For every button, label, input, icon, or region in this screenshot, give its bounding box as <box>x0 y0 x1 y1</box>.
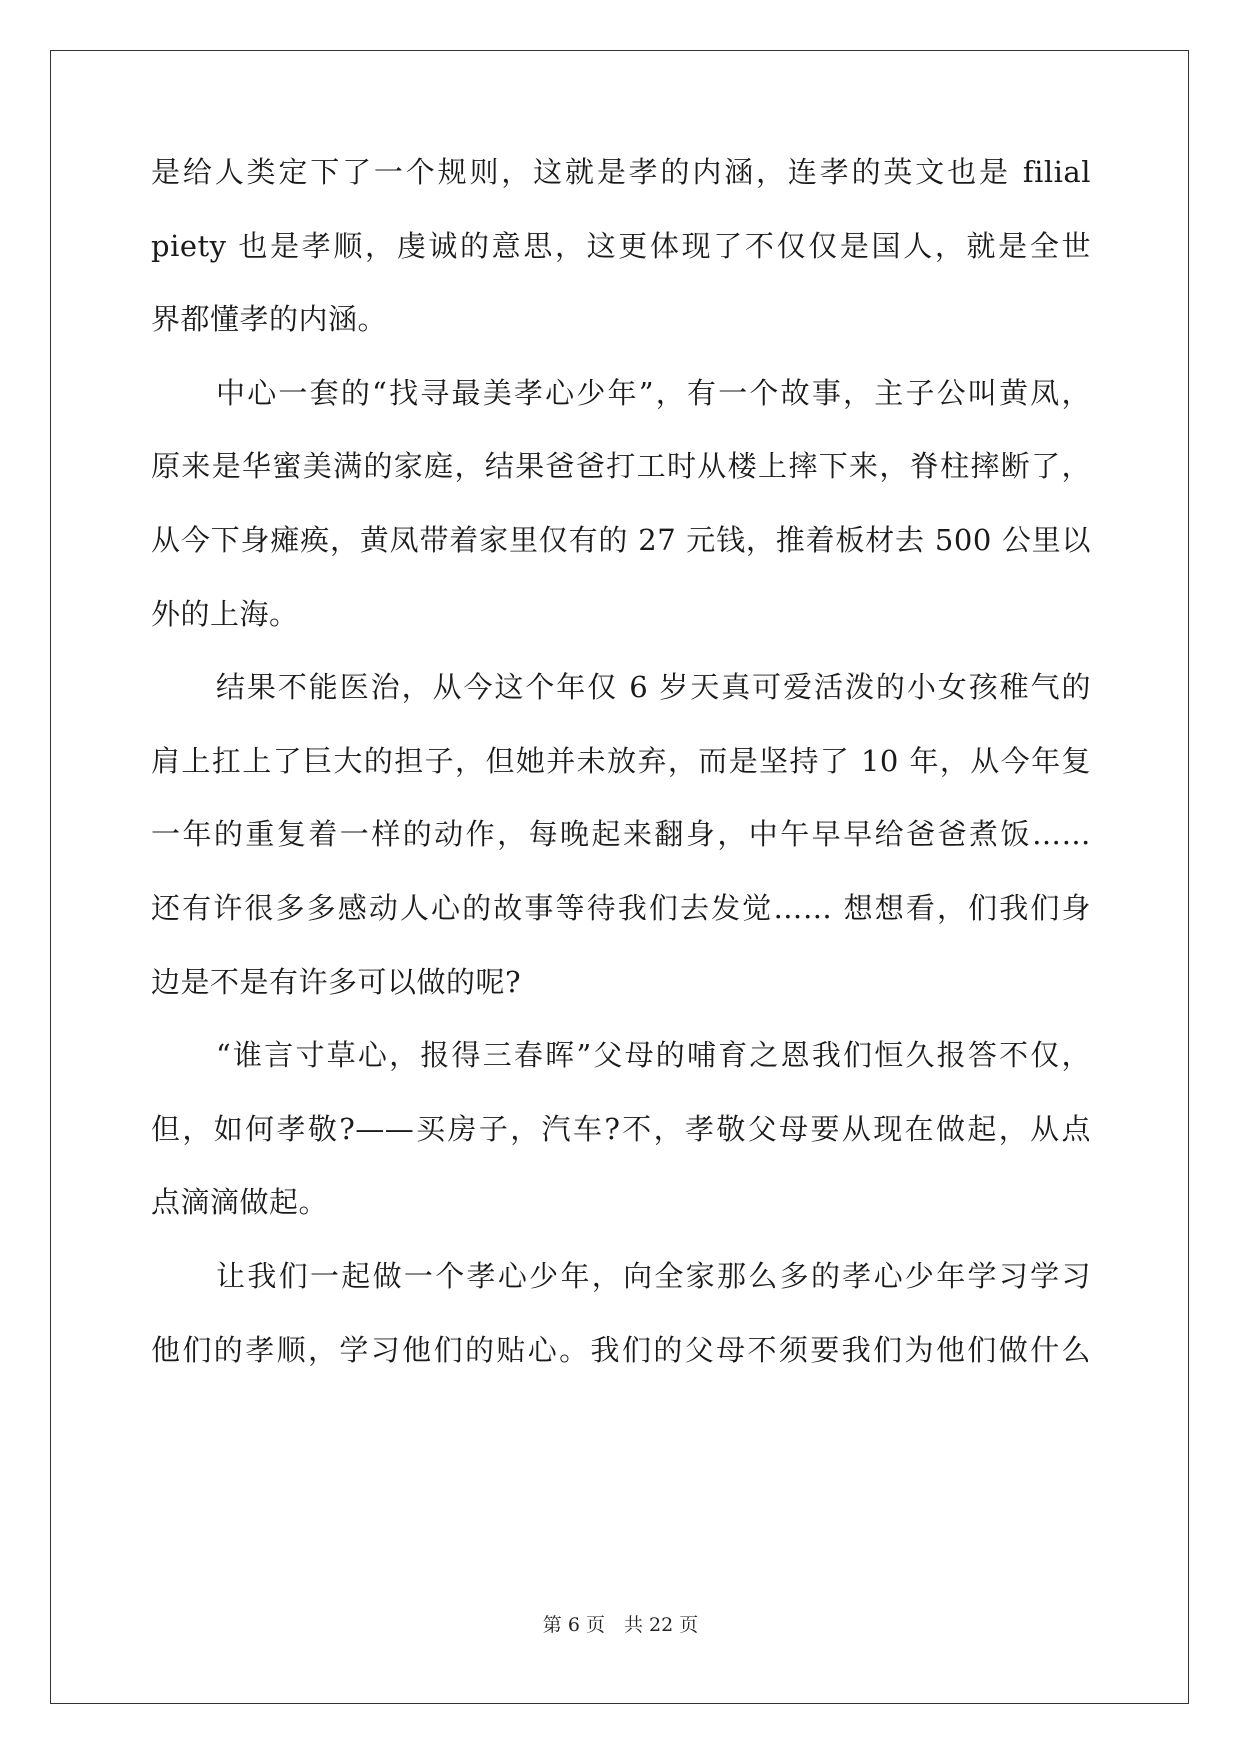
text-line-12: 边是不是有许多可以做的呢? <box>151 965 522 999</box>
text-line-13: “谁言寸草心，报得三春晖”父母的哺育之恩我们恒久报答不仅， <box>216 1038 1091 1072</box>
text-line-17: 他们的孝顺，学习他们的贴心。我们的父母不须要我们为他们做什么 <box>151 1333 1091 1367</box>
text-line-3: 界都懂孝的内涵。 <box>151 302 388 336</box>
text-line-7: 外的上海。 <box>151 597 299 631</box>
text-line-5: 原来是华蜜美满的家庭，结果爸爸打工时从楼上摔下来，脊柱摔断了， <box>151 449 1091 483</box>
text-line-6: 从今下身瘫痪，黄凤带着家里仅有的 27 元钱，推着板材去 500 公里以 <box>151 523 1091 557</box>
text-line-14: 但，如何孝敬?——买房子，汽车?不，孝敬父母要从现在做起，从点 <box>151 1112 1091 1146</box>
text-line-4: 中心一套的“找寻最美孝心少年”，有一个故事，主子公叫黄凤， <box>216 376 1091 410</box>
text-line-1: 是给人类定下了一个规则，这就是孝的内涵，连孝的英文也是 filial <box>151 155 1091 189</box>
page-number-label: 第 6 页 共 22 页 <box>542 1614 699 1636</box>
text-line-15: 点滴滴做起。 <box>151 1185 329 1219</box>
text-line-9: 肩上扛上了巨大的担子，但她并未放弃，而是坚持了 10 年，从今年复 <box>151 744 1091 778</box>
text-line-2: piety 也是孝顺，虔诚的意思，这更体现了不仅仅是国人，就是全世 <box>151 229 1091 263</box>
text-line-16: 让我们一起做一个孝心少年，向全家那么多的孝心少年学习学习 <box>216 1259 1091 1293</box>
page-footer <box>0 1610 1241 1637</box>
text-line-8: 结果不能医治，从今这个年仅 6 岁天真可爱活泼的小女孩稚气的 <box>216 670 1091 704</box>
text-line-11: 还有许很多多感动人心的故事等待我们去发觉…… 想想看，们我们身 <box>151 891 1091 925</box>
text-line-10: 一年的重复着一样的动作，每晚起来翻身，中午早早给爸爸煮饭…… <box>151 817 1091 851</box>
